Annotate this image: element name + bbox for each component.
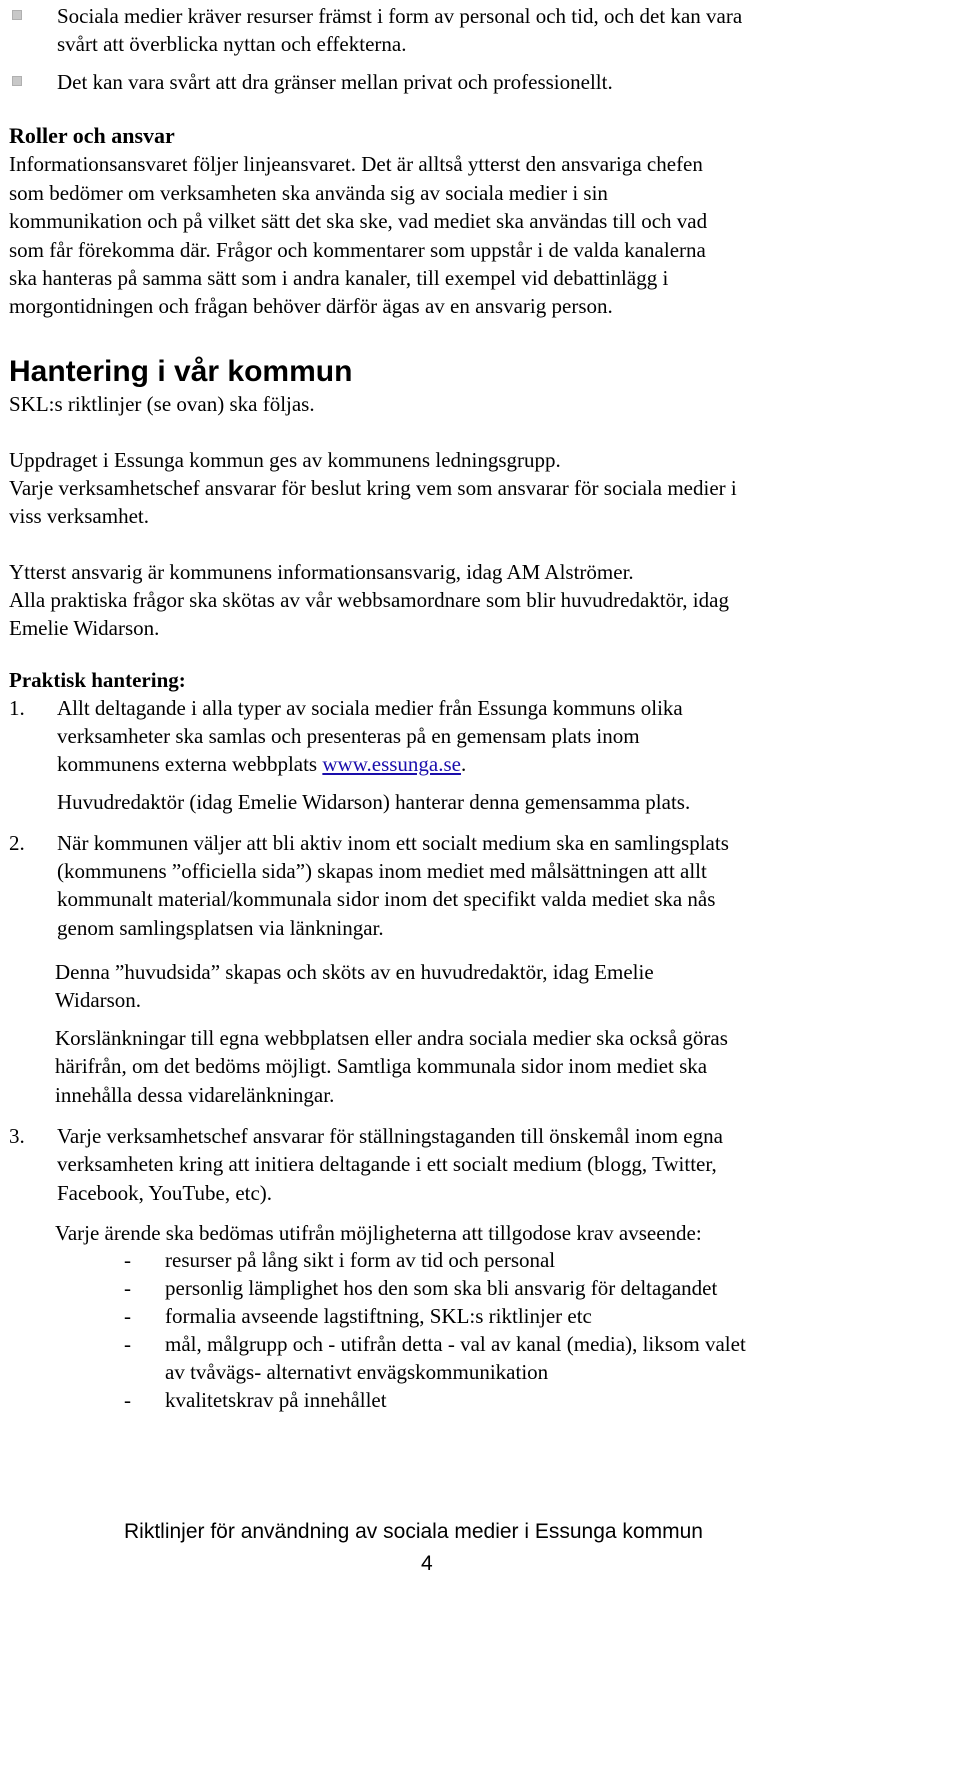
criteria-item-2: personlig lämplighet hos den som ska bli ansvarig för deltagandet bbox=[165, 1276, 718, 1300]
roles-line-6: morgontidningen och frågan behöver därför ägas av en ansvarig person. bbox=[9, 294, 613, 318]
footer-title: Riktlinjer för användning av sociala medier i Essunga kommun bbox=[124, 1520, 703, 1543]
essunga-website-link[interactable]: www.essunga.se bbox=[322, 752, 461, 776]
criteria-item-4-line-1: mål, målgrupp och - utifrån detta - val av kanal (media), liksom valet bbox=[165, 1332, 746, 1356]
criteria-item-5: kvalitetskrav på innehållet bbox=[165, 1388, 387, 1412]
item-1-line-3-period: . bbox=[460, 752, 467, 776]
practical-heading: Praktisk hantering: bbox=[9, 668, 186, 692]
handling-paragraph-1: SKL:s riktlinjer (se ovan) ska följas. bbox=[9, 392, 315, 416]
item-1-line-2: verksamheter ska samlas och presenteras på en gemensam plats inom bbox=[57, 724, 640, 748]
criteria-dash: - bbox=[124, 1304, 131, 1328]
handling-p2-line-3: viss verksamhet. bbox=[9, 504, 149, 528]
square-bullet-icon bbox=[12, 10, 22, 20]
page-number: 4 bbox=[421, 1552, 433, 1575]
item-2-line-3: kommunalt material/kommunala sidor inom det specifikt valda mediet ska nås bbox=[57, 887, 716, 911]
bullet-1-line-2: svårt att överblicka nyttan och effekterna. bbox=[57, 32, 407, 56]
criteria-dash: - bbox=[124, 1332, 131, 1356]
item-1-line-1: Allt deltagande i alla typer av sociala medier från Essunga kommuns olika bbox=[57, 696, 683, 720]
criteria-item-1: resurser på lång sikt i form av tid och personal bbox=[165, 1248, 556, 1272]
item-2-line-1: När kommunen väljer att bli aktiv inom ett socialt medium ska en samlingsplats bbox=[57, 831, 729, 855]
item-3-intro: Varje ärende ska bedömas utifrån möjligheterna att tillgodose krav avseende: bbox=[55, 1221, 702, 1245]
roles-line-2: som bedömer om verksamheten ska använda sig av sociala medier i sin bbox=[9, 181, 608, 205]
handling-p3-line-3: Emelie Widarson. bbox=[9, 616, 160, 640]
roles-line-4: som får förekomma där. Frågor och kommentarer som uppstår i de valda kanalerna bbox=[9, 238, 706, 262]
item-3-number: 3. bbox=[9, 1124, 25, 1148]
roles-line-1: Informationsansvaret följer linjeansvaret. Det är alltså ytterst den ansvariga chefen bbox=[9, 152, 703, 176]
bullet-1-line-1: Sociala medier kräver resurser främst i form av personal och tid, och det kan vara bbox=[57, 4, 743, 28]
criteria-item-4-line-2: av tvåvägs- alternativt envägskommunikation bbox=[165, 1360, 549, 1384]
item-1-line-3 bbox=[57, 748, 466, 780]
handling-p3-line-2: Alla praktiska frågor ska skötas av vår webbsamordnare som blir huvudredaktör, idag bbox=[9, 588, 729, 612]
handling-heading: Hantering i vår kommun bbox=[9, 355, 353, 388]
item-2-number: 2. bbox=[9, 831, 25, 855]
item-2-note-1-line-1: Denna ”huvudsida” skapas och sköts av en huvudredaktör, idag Emelie bbox=[55, 960, 654, 984]
handling-p2-line-1: Uppdraget i Essunga kommun ges av kommunens ledningsgrupp. bbox=[9, 448, 561, 472]
criteria-item-3: formalia avseende lagstiftning, SKL:s riktlinjer etc bbox=[165, 1304, 592, 1328]
item-3-line-3: Facebook, YouTube, etc). bbox=[57, 1181, 273, 1205]
criteria-dash: - bbox=[124, 1248, 131, 1272]
roles-line-5: ska hanteras på samma sätt som i andra kanaler, till exempel vid debattinlägg i bbox=[9, 266, 669, 290]
item-2-line-2: (kommunens ”officiella sida”) skapas inom mediet med målsättningen att allt bbox=[57, 859, 707, 883]
item-1-note: Huvudredaktör (idag Emelie Widarson) hanterar denna gemensamma plats. bbox=[57, 790, 691, 814]
item-3-line-2: verksamheten kring att initiera deltagande i ett socialt medium (blogg, Twitter, bbox=[57, 1152, 717, 1176]
handling-p3-line-1: Ytterst ansvarig är kommunens informationsansvarig, idag AM Alströmer. bbox=[9, 560, 634, 584]
criteria-dash: - bbox=[124, 1276, 131, 1300]
item-2-note-2-line-3: innehålla dessa vidarelänkningar. bbox=[55, 1083, 335, 1107]
item-2-line-4: genom samlingsplatsen via länkningar. bbox=[57, 916, 384, 940]
handling-p2-line-2: Varje verksamhetschef ansvarar för beslut kring vem som ansvarar för sociala medier i bbox=[9, 476, 737, 500]
item-3-line-1: Varje verksamhetschef ansvarar för ställningstaganden till önskemål inom egna bbox=[57, 1124, 723, 1148]
item-2-note-2-line-2: härifrån, om det bedöms möjligt. Samtliga kommunala sidor inom mediet ska bbox=[55, 1054, 708, 1078]
square-bullet-icon bbox=[12, 76, 22, 86]
item-1-line-3-text: kommunens externa webbplats bbox=[57, 752, 323, 776]
item-2-note-2-line-1: Korslänkningar till egna webbplatsen eller andra sociala medier ska också göras bbox=[55, 1026, 728, 1050]
bullet-2-line-1: Det kan vara svårt att dra gränser mellan privat och professionellt. bbox=[57, 70, 613, 94]
roles-line-3: kommunikation och på vilket sätt det ska ske, vad mediet ska användas till och vad bbox=[9, 209, 708, 233]
item-1-number: 1. bbox=[9, 696, 25, 720]
criteria-dash: - bbox=[124, 1388, 131, 1412]
item-2-note-1-line-2: Widarson. bbox=[55, 988, 142, 1012]
roles-heading: Roller och ansvar bbox=[9, 123, 175, 148]
